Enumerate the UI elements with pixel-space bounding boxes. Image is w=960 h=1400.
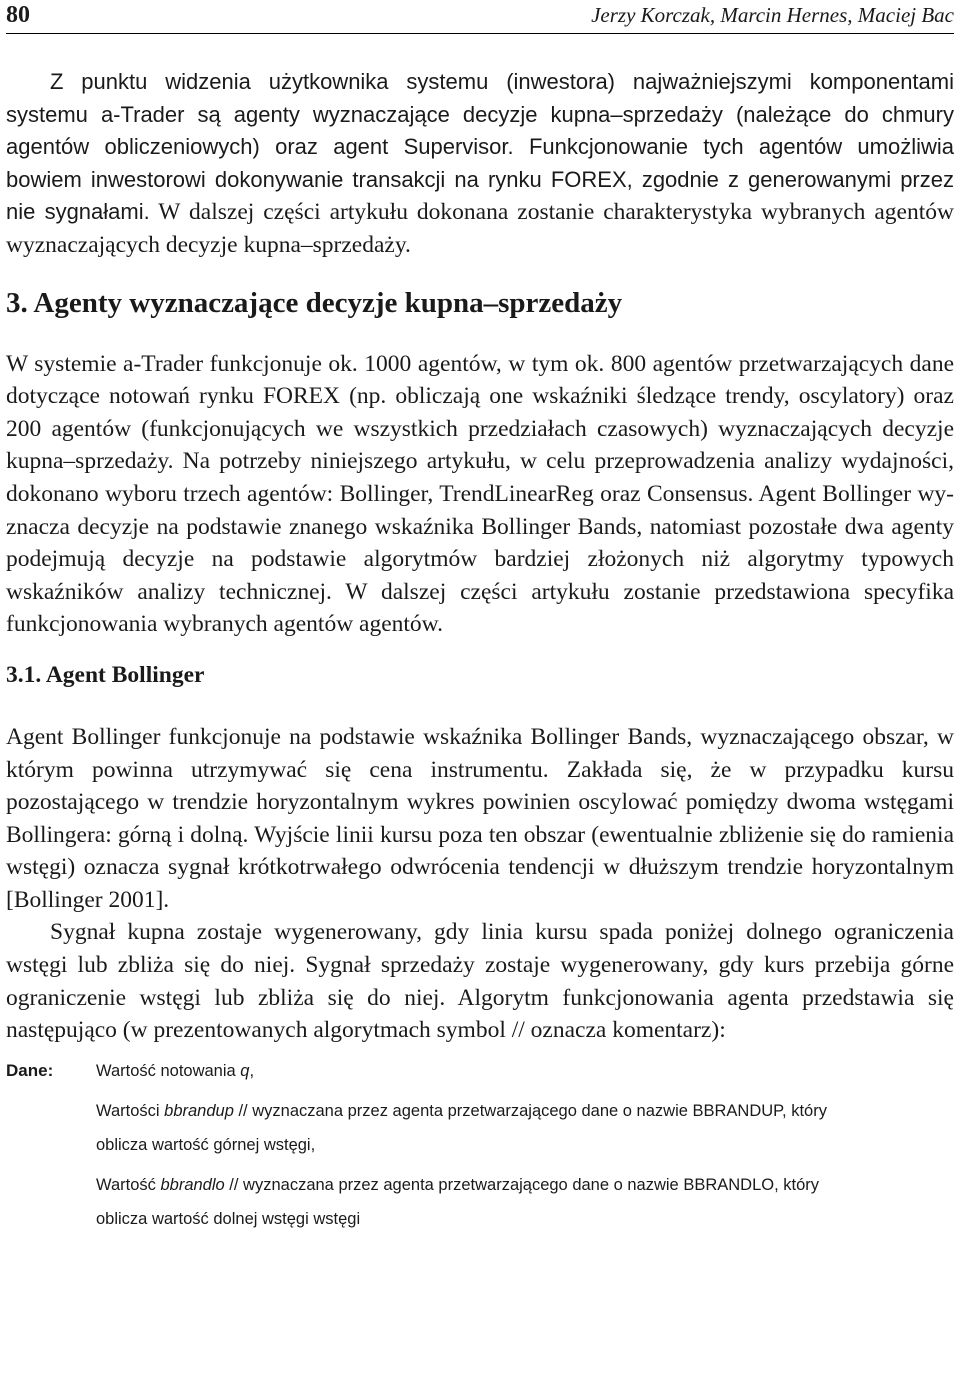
algorithm-line-text: Wartość (96, 1175, 161, 1194)
page-header (6, 0, 954, 34)
section-3-heading: 3. Agenty wyznaczające decyzje kupna–sprzedaży (6, 286, 623, 319)
algorithm-line-bbrandup (96, 1101, 954, 1121)
variable-bbrandup: bbrandup (164, 1101, 234, 1120)
algorithm-line-text: Wartości (96, 1101, 165, 1120)
variable-bbrandlo: bbrandlo (160, 1175, 225, 1194)
algorithm-line-bbrandlo (96, 1175, 954, 1195)
body-text (6, 66, 954, 1243)
algorithm-block (6, 1061, 954, 1229)
section-3-1-paragraph-2: Sygnał kupna zostaje wygenerowany, gdy linia kursu spada poniżej dolnego ograniczenia wstęgi lub zbliża się do niej. Sygnał sprzedaży zostaje wygenerowany, gdy kurs przebija górne ograniczenie wstęgi lub zbliża się do niej. Algorytm funkcjonowania agenta przedstawia się następująco (w prezentowanych algorytmach symbol // oznacza komentarz): (6, 919, 954, 1044)
algorithm-line-text: // wyznaczana przez agenta przetwarzającego dane o nazwie BBRANDUP, który (233, 1101, 827, 1120)
page-number: 80 (6, 2, 30, 28)
running-head-authors: Jerzy Korczak, Marcin Hernes, Maciej Bac (591, 3, 954, 27)
algorithm-line-lower-band: oblicza wartość dolnej wstęgi wstęgi (96, 1209, 361, 1228)
algorithm-line-text: , (249, 1061, 255, 1080)
algorithm-line-quote (96, 1061, 954, 1081)
section-3-1-heading: 3.1. Agent Bollinger (6, 661, 205, 688)
algorithm-line-upper-band: oblicza wartość górnej wstęgi, (96, 1135, 316, 1154)
section-3-paragraph: W systemie a-Trader funkcjonuje ok. 1000 agentów, w tym ok. 800 agentów przetwarzających dane dotyczące notowań rynku FOREX (np. obliczają one wskaźniki śledzące trendy, oscylatory) oraz 200 agentów (funkcjonujących we wszystkich przedziałach czasowych) wyznaczających decyzje kupna–sprzedaży. Na potrzeby niniejszego artykułu, w celu przeprowadzenia analizy wydajności, dokonano wyboru trzech agentów: Bollinger, TrendLinearReg oraz Consensus. Agent Bollinger wyznacza decyzje na podstawie znanego wskaźnika Bollinger Bands, natomiast pozostałe dwa agenty podejmują decyzje na podstawie algorytmów bardziej złożonych niż algorytmy typowych wskaźników analizy technicznej. W dalszej części artykułu zostanie przedstawiona specyfika funkcjonowania wybranych agentów agentów. (6, 350, 954, 638)
variable-q: q (240, 1061, 250, 1080)
algorithm-line-text: Wartość notowania (96, 1061, 241, 1080)
algorithm-line-text: // wyznaczana przez agenta przetwarzającego dane o nazwie BBRANDLO, który (224, 1175, 820, 1194)
intro-paragraph-part-2: W dalszej części artykułu dokonana zostanie charakterystyka wybranych agentów wyznaczających decyzje kupna–sprzedaży. (6, 199, 954, 258)
intro-paragraph (6, 66, 954, 262)
section-3-1-paragraph-1: Agent Bollinger funkcjonuje na podstawie wskaźnika Bollinger Bands, wyznaczającego obszar, w którym powinna utrzymywać się cena instrumentu. Zakłada się, że w przypadku kursu pozostającego w trendzie horyzontalnym wykres powinien oscylować pomiędzy dwoma wstęgami Bollingera: górną i dolną. Wyjście linii kursu poza ten obszar (ewentualnie zbliżenie się do ramienia wstęgi) oznacza sygnał krótkotrwałego odwrócenia tendencji w dłuższym trendzie horyzontalnym [Bollinger 2001]. (6, 723, 954, 913)
intro-paragraph-part-1: Z punktu widzenia użytkownika systemu (inwestora) najważniejszymi komponentami systemu a-Trader są agenty wyznaczające decyzje kupna–sprzedaży (należące do chmury agentów obliczeniowych) oraz agent Supervisor. Funkcjonowanie tych agentów umożliwia bowiem inwestorowi dokonywanie transakcji na rynku FOREX, zgodnie z generowanymi przez nie sygnałami. (6, 69, 954, 225)
algorithm-data-list (96, 1061, 954, 1229)
algorithm-data-label: Dane: (6, 1060, 54, 1080)
